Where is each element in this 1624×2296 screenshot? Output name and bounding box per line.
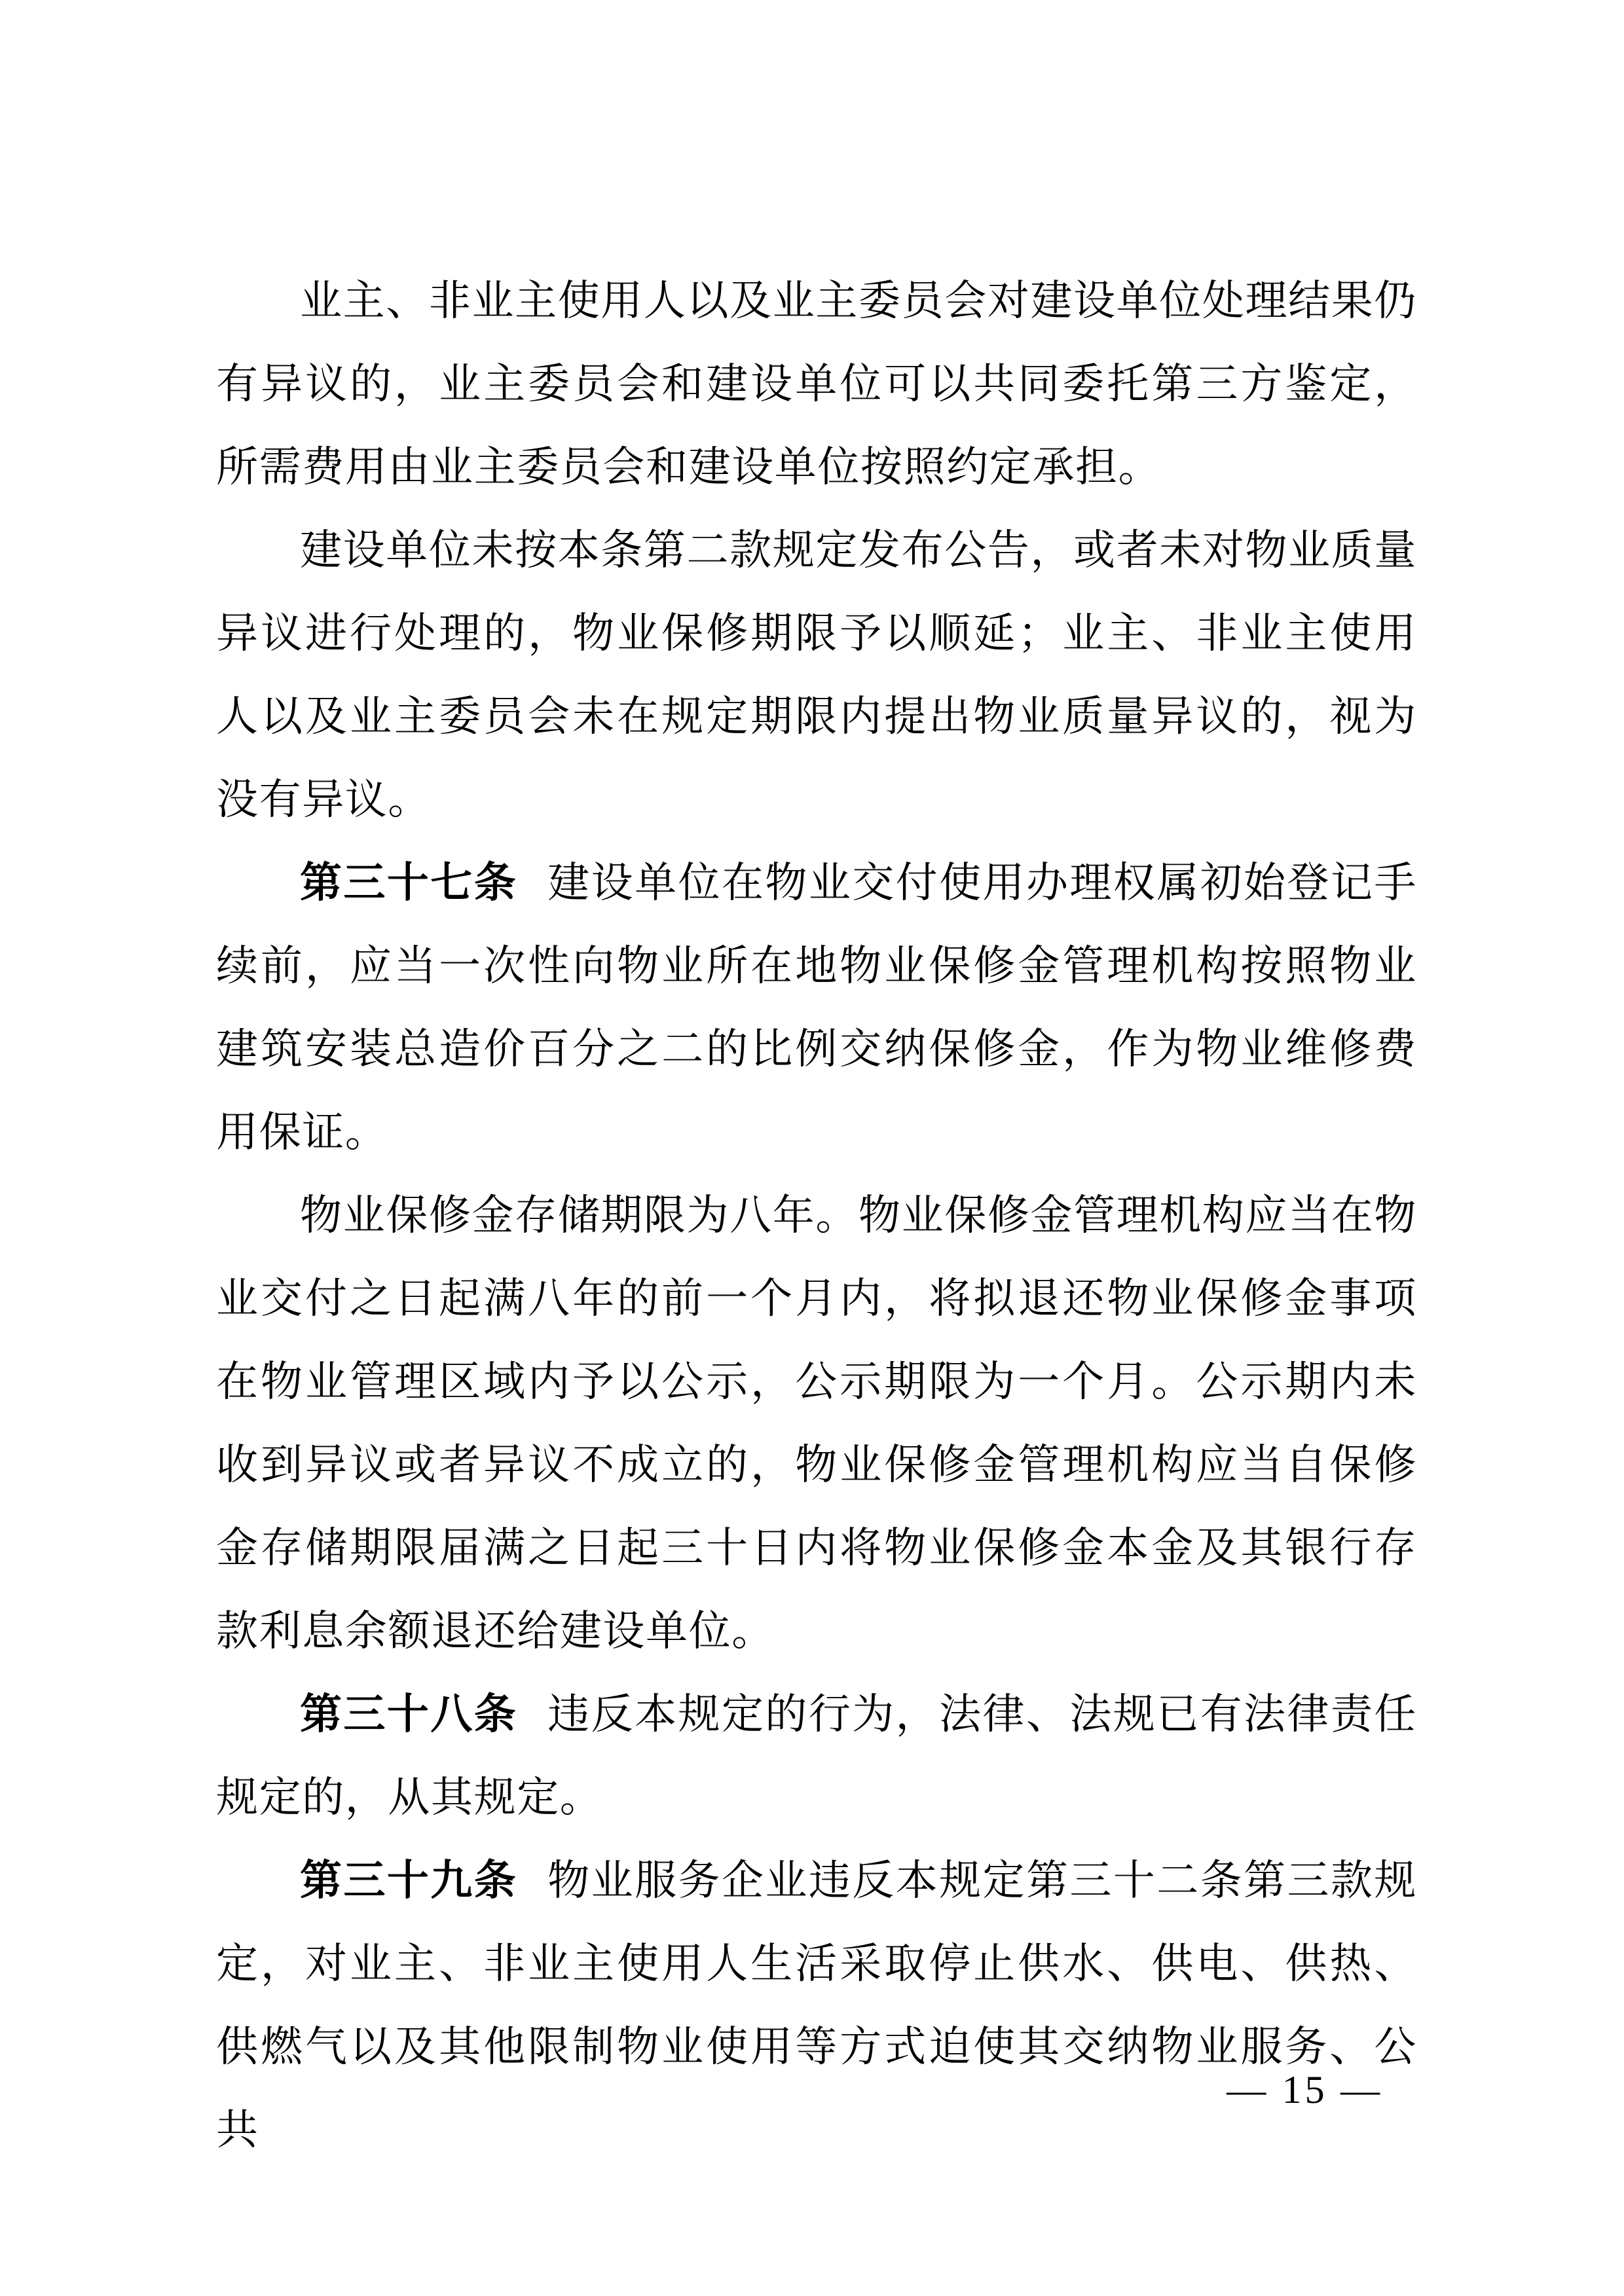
paragraph-text: 违反本规定的行为，法律、法规已有法律责任规定的，从其规定。: [216, 1691, 1418, 1821]
paragraph-warranty-fund-storage: [216, 1174, 1417, 1673]
paragraph-warranty-extension: [216, 509, 1417, 841]
article-number: 第三十八条: [300, 1690, 518, 1738]
article-number: 第三十九条: [300, 1857, 518, 1904]
article-number: 第三十七条: [300, 859, 518, 906]
paragraph-building-unit-result-objection: [216, 259, 1417, 509]
page-number: — 15 —: [1227, 2068, 1383, 2111]
paragraph-text: 业主、非业主使用人以及业主委员会对建设单位处理结果仍有异议的，业主委员会和建设单位可以共同委托第三方鉴定，所需费用由业主委员会和建设单位按照约定承担。: [216, 278, 1417, 490]
document-body: [216, 259, 1417, 2172]
paragraph-article-39: [216, 1839, 1417, 2172]
paragraph-article-37: [216, 841, 1417, 1174]
paragraph-text: 建设单位未按本条第二款规定发布公告，或者未对物业质量异议进行处理的，物业保修期限予以顺延；业主、非业主使用人以及业主委员会未在规定期限内提出物业质量异议的，视为没有异议。: [216, 527, 1417, 823]
paragraph-text: 建设单位在物业交付使用办理权属初始登记手续前，应当一次性向物业所在地物业保修金管理机构按照物业建筑安装总造价百分之二的比例交纳保修金，作为物业维修费用保证。: [216, 860, 1418, 1156]
paragraph-text: 物业服务企业违反本规定第三十二条第三款规定，对业主、非业主使用人生活采取停止供水、供电、供热、供燃气以及其他限制物业使用等方式迫使其交纳物业服务、公共: [216, 1857, 1418, 2153]
paragraph-article-38: [216, 1673, 1417, 1839]
paragraph-text: 物业保修金存储期限为八年。物业保修金管理机构应当在物业交付之日起满八年的前一个月内，将拟退还物业保修金事项在物业管理区域内予以公示，公示期限为一个月。公示期内未收到异议或者异议不成立的，物业保修金管理机构应当自保修金存储期限届满之日起三十日内将物业保修金本金及其银行存款利息余额退还给建设单位。: [216, 1192, 1417, 1654]
